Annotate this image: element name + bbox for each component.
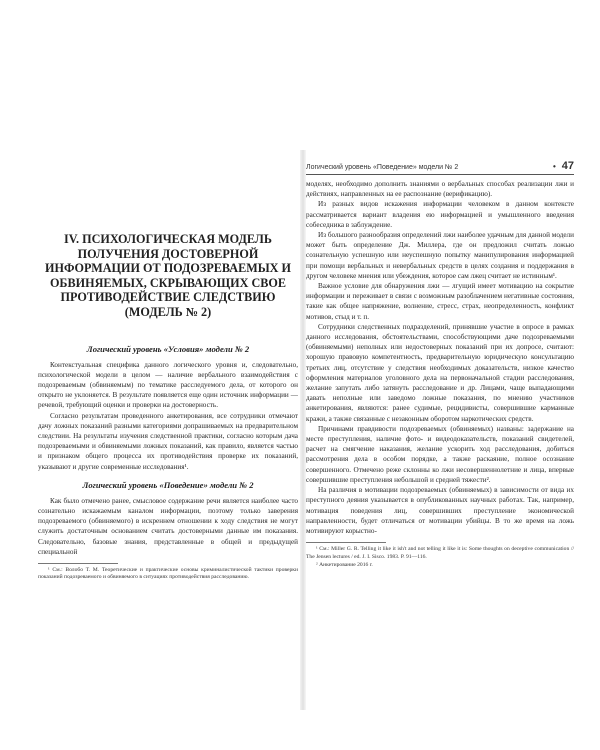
- right-paragraph-7: На различия в мотивации подозреваемых (обвиняемых) в зависимости от вида их преступного деяния указывается в опубликованных научных работах. Так, например, мотивация поведения лиц, совершивших преступление экономической направленности, будет отличаться от мотивации убийцы. В то же время на ложь мотивируют корыстно-: [306, 486, 574, 535]
- left-paragraph-1: Контекстуальная специфика данного логического уровня и, следовательно, психологической модели в целом — наличие вербального взаимодействия с подозреваемым (обвиняемым) по тематике расследуемого дела, от которого он открыто не уклоняется. В результате появляется еще один источник информации — речевой, требующий оценки и проверки на достоверность.: [38, 360, 298, 410]
- footnote-rule: [38, 563, 118, 564]
- left-footnote-1: ¹ См.: Волобо Т. М. Теоретические и практические основы криминалистической тактики проверки показаний подозреваемого и обвиняемого в ситуациях противодействия расследованию.: [38, 567, 298, 581]
- right-paragraph-1: моделях, необходимо дополнить знаниями о вербальных способах реализации лжи и действиях, направленных на ее распознание (верификацию).: [306, 180, 574, 199]
- right-paragraph-2: Из разных видов искажения информации человеком в данном контексте рассматривается вариант владения ею информацией и умышленного введения собеседника в заблуждение.: [306, 200, 574, 229]
- right-footnotes: [306, 542, 574, 569]
- left-footnotes: [38, 563, 298, 582]
- right-footnote-1: ¹ См.: Miller G. R. Telling it like it ish't and not telling it like it is: Some thoughts on deceptive communication // The Jensen lectures / ed. J. I. Sisco. 1983. P. 91—116.: [306, 546, 574, 560]
- right-paragraph-3: Из большого разнообразия определений лжи наиболее удачным для данной модели может быть определение Дж. Миллера, где он предложил считать ложью сознательную успешную или неуспешную попытку манипулирования информацией при помощи вербальных и невербальных средств в целях создания и поддержания в другом человеке мнения или убеждения, которое сам лжец считает не истинным¹.: [306, 231, 574, 280]
- right-paragraph-4: Важное условие для обнаружения лжи — лгущий имеет мотивацию на сокрытие информации и переживает в связи с возможным разоблачением негативные состояния, такие как общее напряжение, волнение, стресс, страх, неопределенность, конфликт мотивов, стыд и т. п.: [306, 282, 574, 321]
- footnote-rule: [306, 542, 386, 543]
- left-paragraph-2: Согласно результатам проведенного анкетирования, все сотрудники отмечают дачу ложных показаний разными категориями допрашиваемых на предварительном следствии. На результаты изучения следственной практики, согласно которым дача подозреваемыми и обвиняемыми ложных показаний, как правило, является частью и признаком общего процесса их противодействия проверке их показаний, указывают и другие современные исследования¹.: [38, 411, 298, 471]
- right-paragraph-5: Сотрудники следственных подразделений, принявшие участие в опросе в рамках данного исследования, обстоятельствами, способствующими даче подозреваемыми (обвиняемыми) неполных или недостоверных показаний при их допросе, считают: хорошую правовую компетентность, предварительную юридическую консультацию третьих лиц, отсутствие у следствия необходимых доказательств, низкое качество оформления материалов уголовного дела на первоначальной стадии расследования, желание запутать либо затянуть расследование и др. Лицами, чаще выпадающими давать неполные или заведомо ложные показания, по мнению участников анкетирования, являются: ранее судимые, рецидивисты, совершившие карманные кражи, а также связанные с незаконным оборотом наркотических средств.: [306, 322, 574, 423]
- left-page: [38, 232, 298, 583]
- page-number: 47: [561, 160, 574, 172]
- running-head-title: Логический уровень «Поведение» модели № 2: [306, 164, 459, 171]
- chapter-title: IV. ПСИХОЛОГИЧЕСКАЯ МОДЕЛЬ ПОЛУЧЕНИЯ ДОСТОВЕРНОЙ ИНФОРМАЦИИ ОТ ПОДОЗРЕВАЕМЫХ И ОБВИНЯЕМЫХ, СКРЫВАЮЩИХ СВОЕ ПРОТИВОДЕЙСТВИЕ СЛЕДСТВИЮ (МОДЕЛЬ № 2): [44, 232, 292, 319]
- right-page: [306, 160, 574, 570]
- section-heading-conditions: Логический уровень «Условия» модели № 2: [86, 343, 250, 354]
- right-paragraph-6: Причинами правдивости подозреваемых (обвиняемых) названы: задержание на месте преступления, наличие фото- и видеодоказательств, показаний свидетелей, расчет на смягчение наказания, желание ускорить ход расследования, добиться рассмотрения дела в особом порядке, а также раскаяние, полное осознание совершенного. Отмечено реже склонны ко лжи несовершеннолетние и лица, впервые совершившие преступления небольшой и средней тяжести².: [306, 424, 574, 484]
- right-footnote-2: ² Анкетирование 2016 г.: [316, 561, 373, 568]
- bullet-icon: •: [552, 162, 556, 171]
- section-heading-behavior: Логический уровень «Поведение» модели № 2: [82, 479, 254, 490]
- running-head: [306, 160, 574, 175]
- left-paragraph-3: Как было отмечено ранее, смысловое содержание речи является наиболее часто сознательно искажаемым каналом информации, поэтому только заверения подозреваемого (обвиняемого) в искреннем отношении к ходу следствия не могут служить достаточным основанием считать достоверными данные им показания. Следовательно, базовые знания, представленные в общей и предыдущей специальной: [38, 496, 298, 556]
- page-number-block: [553, 160, 574, 172]
